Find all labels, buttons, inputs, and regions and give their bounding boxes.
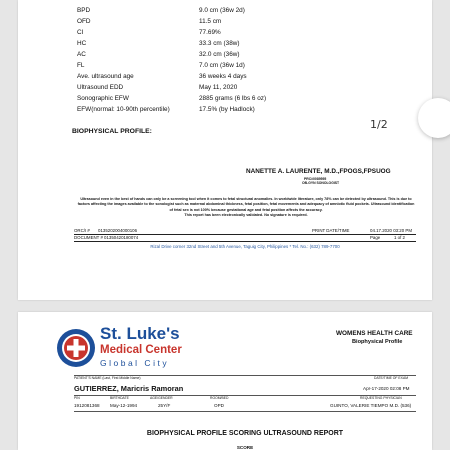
sonologist-name: NANETTE A. LAURENTE, M.D.,FPOGS,FPSUOG	[246, 168, 391, 175]
department-subtitle: Biophysical Profile	[352, 339, 403, 345]
report-page-2	[18, 312, 432, 450]
age-gender-value: 25Y/F	[158, 403, 171, 408]
sonologist-title: OB-GYN SONOLOGIST	[302, 181, 340, 185]
pin-value: 1912081368	[74, 403, 100, 408]
report-title: BIOPHYSICAL PROFILE SCORING ULTRASOUND REPORT	[146, 430, 344, 437]
physician-value: GUINTO, VALERIE TIEMPO M.D. (536)	[330, 403, 412, 408]
hospital-branch: Global City	[100, 358, 170, 368]
hospital-address: Rizal Drive corner 32nd Street and 5th Avenue, Taguig City, Philippines * Tel. No.: (632) 789-7700	[150, 244, 340, 249]
page-indicator: 1/2	[370, 118, 388, 131]
report-page-1: BPD 9.0 cm (36w 2d) OFD 11.5 cm CI 77.69% HC 33.3 cm (38w) AC 32.0 cm (36w) FL 7.0 cm (36w 1d) Ave. ultrasound age 36 weeks 4 days Ultrasound EDD May 11, 2020 Sonographic EFW 2885 grams (6 lbs 6 oz) EFW(normal: 10-90th percentile) 17.5% (by Hadlock) BIOPHYSICAL PROFILE: 1/2 NANETTE A. LAURENTE, M.D.,FPOGS,FPSUOG PRC#0089595 OB-GYN SONOLOGIST Ultrasound even in the best of hands can only be a screening tool when it comes to fetal structural anomalies. In worldwide literature, only 78% can be detected by ultrasound. This is due to factors affecting the images available to the sonologist such as maternal abdominal thickness, fetal position, fetal movements and adequacy of amniotic fluid pockets. Ultrasound identification of fetal sex is not 100% because gestational age and fetal position affects the accuracy. This report has been electronically validated. No signature is required. ORC/I # 0135202004000106 PRINT DATE/TIME 04.17.2020 03:20 PM DOCUMENT # 01350420180074 Page 1 of 2 Rizal Drive corner 32nd Street and 5th Avenue, Taguig City, Philippines * Tel. No.: (632) 789-7700	[18, 0, 432, 300]
document-label: DOCUMENT #	[74, 235, 103, 240]
birthdate-header: BIRTHDATE	[110, 396, 129, 400]
birthdate-value: May-12-1994	[110, 403, 138, 408]
floating-action-button[interactable]	[418, 98, 450, 138]
patient-name-header: PATIENT'S NAME (Last, First Middle Name)	[74, 376, 141, 380]
exam-date: Apr-17-2020 02:08 PM	[363, 386, 410, 391]
room-bed-header: ROOM/BED	[210, 396, 229, 400]
orc-label: ORC/I #	[74, 228, 90, 233]
page-value: 1 of 2	[394, 235, 405, 240]
page-label: Page	[370, 235, 381, 240]
document-value: 01350420180074	[104, 235, 139, 240]
department-title: WOMENS HEALTH CARE	[336, 330, 413, 337]
hospital-name: St. Luke's	[100, 324, 180, 343]
score-heading: SCORE	[236, 445, 254, 450]
age-gender-header: AGE/GENDER	[150, 396, 173, 400]
orc-value: 0135202004000106	[98, 228, 138, 233]
order-divider-2	[74, 241, 416, 242]
exam-date-header: DATE/TIME OF EXAM	[374, 376, 409, 380]
disclaimer-text: Ultrasound even in the best of hands can only be a screening tool when it comes to fetal structural anomalies. In worldwide literature, only 78% can be detected by ultrasound. This is due to factors affecting the images available to the sonologist such as maternal abdominal thickness, fetal position, fetal movements and adequacy of amniotic fluid pockets. Ultrasound identification of fetal sex is not 100% because gestational age and fetal position affects the accuracy.	[77, 197, 415, 212]
patient-divider-bottom	[74, 411, 416, 412]
sonologist-license: PRC#0089595	[304, 177, 327, 181]
hospital-logo-icon	[56, 328, 96, 368]
patient-name: GUTIERREZ, Maricris Ramoran	[74, 384, 184, 393]
room-bed-value: OPD	[214, 403, 224, 408]
pin-header: PIN	[74, 396, 80, 400]
hospital-name-line2: Medical Center	[100, 344, 182, 356]
disclaimer	[76, 197, 416, 218]
print-date-label: PRINT DATE/TIME	[312, 228, 350, 233]
disclaimer-note: This report has been electronically validated. No signature is required.	[184, 212, 308, 217]
biophysical-profile-heading: BIOPHYSICAL PROFILE:	[72, 128, 152, 135]
physician-header: REQUESTING PHYSICIAN	[360, 396, 402, 400]
print-date-value: 04.17.2020 03:20 PM	[370, 228, 412, 233]
